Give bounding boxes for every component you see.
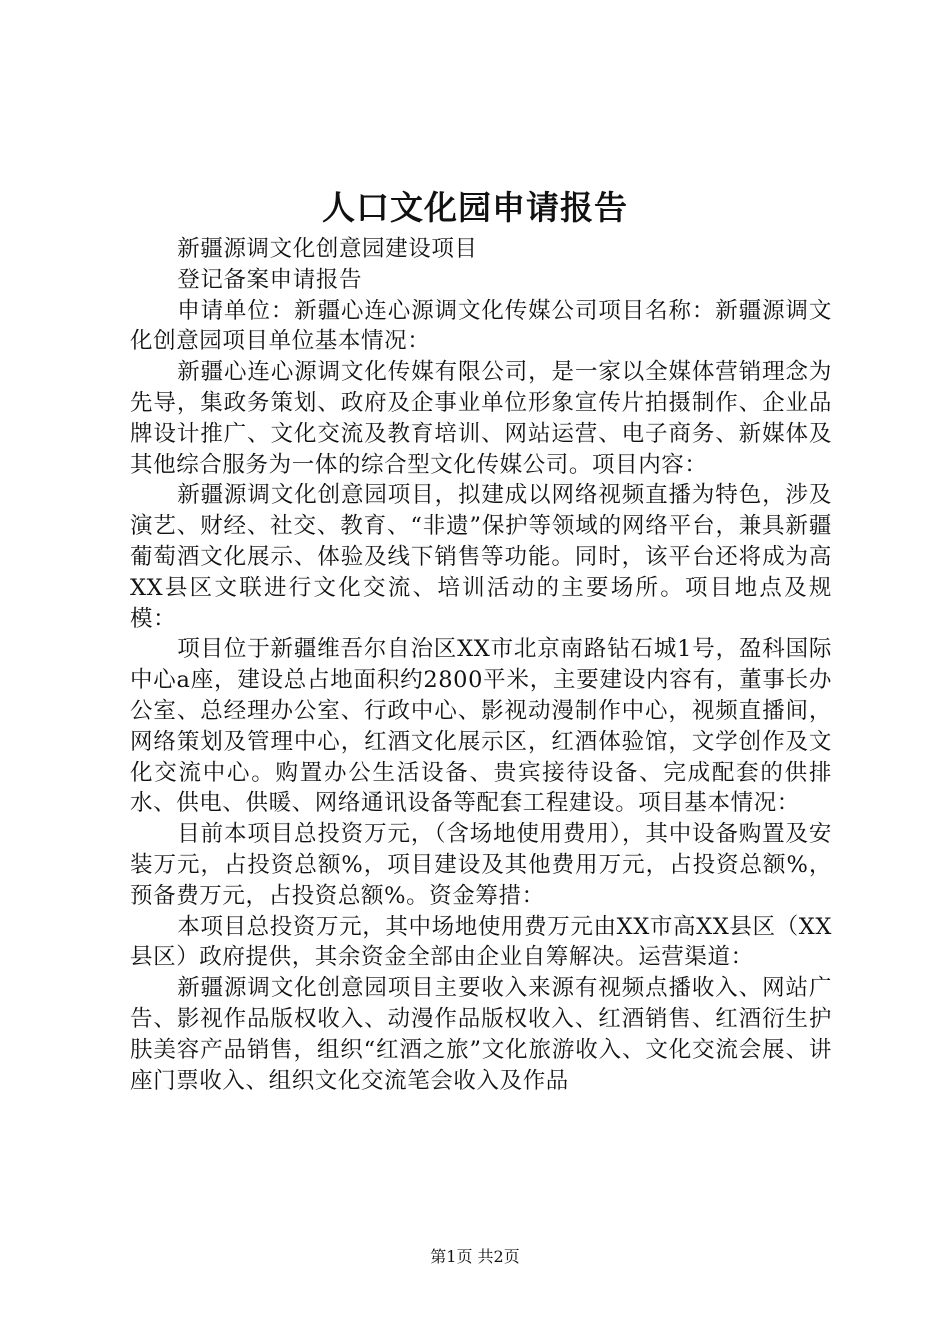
paragraph-revenue: 新疆源调文化创意园项目主要收入来源有视频点播收入、网站广告、影视作品版权收入、动漫作品版权收入、红酒销售、红酒衍生护肤美容产品销售，组织“红酒之旅”文化旅游收入、文化交流会展、讲座门票收入、组织文化交流笔会收入及作品	[130, 975, 832, 1094]
paragraph-project-content: 新疆源调文化创意园项目，拟建成以网络视频直播为特色，涉及演艺、财经、社交、教育、“非遗”保护等领域的网络平台，兼具新疆葡萄酒文化展示、体验及线下销售等功能。同时，该平台还将成为高XX县区文联进行文化交流、培训活动的主要场所。项目地点及规模：	[130, 482, 832, 632]
page-number-footer: 第1页 共2页	[430, 1247, 520, 1266]
paragraph-investment: 目前本项目总投资万元，（含场地使用费用），其中设备购置及安装万元，占投资总额%，项目建设及其他费用万元，占投资总额%，预备费万元，占投资总额%。资金筹措：	[130, 821, 832, 909]
document-title: 人口文化园申请报告	[322, 188, 628, 227]
paragraph-report-type: 登记备案申请报告	[177, 266, 363, 293]
paragraph-applicant: 申请单位：新疆心连心源调文化传媒公司项目名称：新疆源调文化创意园项目单位基本情况：	[130, 297, 832, 355]
document-body	[130, 234, 832, 1096]
paragraph-project-name: 新疆源调文化创意园建设项目	[177, 236, 478, 262]
paragraph-company-info: 新疆心连心源调文化传媒有限公司，是一家以全媒体营销理念为先导，集政务策划、政府及企事业单位形象宣传片拍摄制作、企业品牌设计推广、文化交流及教育培训、网站运营、电子商务、新媒体及其他综合服务为一体的综合型文化传媒公司。项目内容：	[130, 359, 832, 478]
paragraph-location-scale: 项目位于新疆维吾尔自治区XX市北京南路钻石城1号，盈科国际中心a座，建设总占地面积约2800平米，主要建设内容有，董事长办公室、总经理办公室、行政中心、影视动漫制作中心，视频直播间，网络策划及管理中心，红酒文化展示区，红酒体验馆，文学创作及文化交流中心。购置办公生活设备、贵宾接待设备、完成配套的供排水、供电、供暖、网络通讯设备等配套工程建设。项目基本情况：	[130, 636, 832, 817]
paragraph-funding: 本项目总投资万元，其中场地使用费万元由XX市高XX县区（XX县区）政府提供，其余资金全部由企业自筹解决。运营渠道：	[130, 913, 832, 971]
